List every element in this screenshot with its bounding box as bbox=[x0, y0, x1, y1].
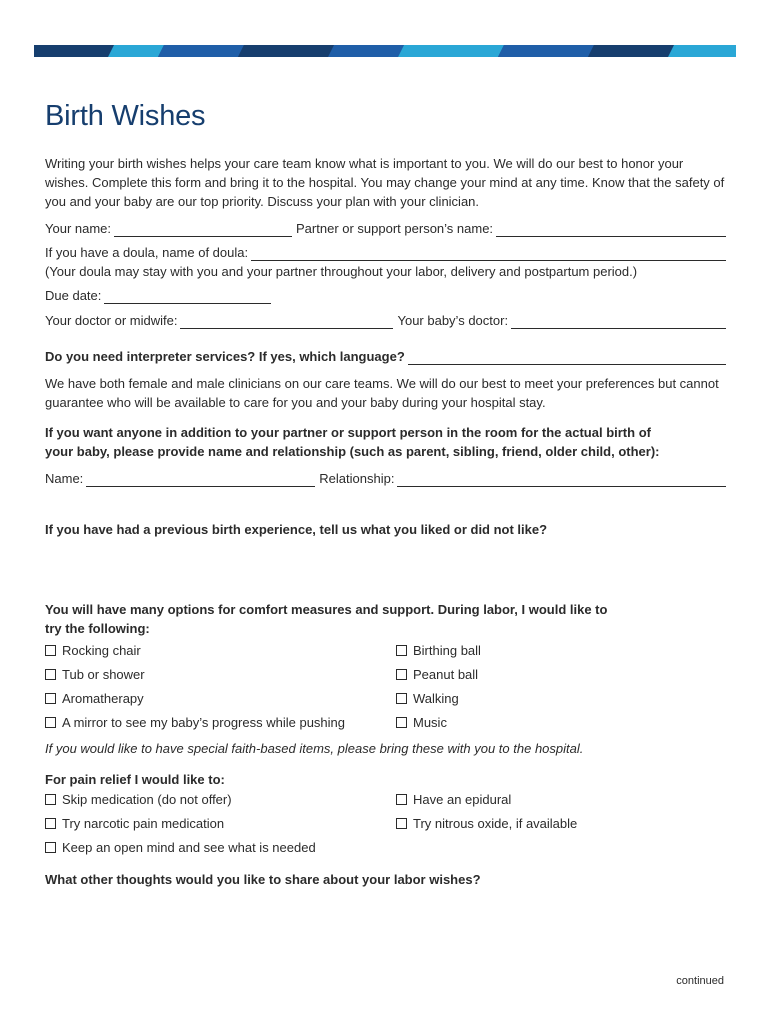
continued-label: continued bbox=[676, 975, 724, 987]
checkbox-icon[interactable] bbox=[396, 693, 407, 704]
option-tub-shower[interactable]: Tub or shower bbox=[45, 666, 396, 683]
checkbox-icon[interactable] bbox=[396, 818, 407, 829]
doula-row bbox=[45, 244, 726, 261]
your-name-label: Your name: bbox=[45, 221, 112, 236]
extra-people-question: If you want anyone in addition to your partner or support person in the room for the actual birth of your baby, please provide name and relationship (such as parent, sibling, friend, older child, other): bbox=[45, 425, 660, 459]
interpreter-field[interactable] bbox=[408, 351, 726, 365]
relationship-label: Relationship: bbox=[319, 471, 395, 486]
person-name-label: Name: bbox=[45, 471, 84, 486]
checkbox-icon[interactable] bbox=[396, 645, 407, 656]
checkbox-icon[interactable] bbox=[45, 717, 56, 728]
option-birthing-ball[interactable]: Birthing ball bbox=[396, 642, 726, 659]
interpreter-label: Do you need interpreter services? If yes, which language? bbox=[45, 349, 405, 364]
due-date-label: Due date: bbox=[45, 288, 102, 303]
checkbox-icon[interactable] bbox=[45, 669, 56, 680]
option-walking[interactable]: Walking bbox=[396, 690, 726, 707]
checkbox-icon[interactable] bbox=[396, 717, 407, 728]
option-rocking-chair[interactable]: Rocking chair bbox=[45, 642, 396, 659]
option-aromatherapy[interactable]: Aromatherapy bbox=[45, 690, 396, 707]
doctor-label: Your doctor or midwife: bbox=[45, 313, 178, 328]
clinicians-note: We have both female and male clinicians on our care teams. We will do our best to meet your preferences but cannot guarantee who will be available to care for you and your baby during your hospital stay. bbox=[45, 376, 719, 410]
comfort-options bbox=[45, 642, 726, 731]
doula-note: (Your doula may stay with you and your partner throughout your labor, delivery and postpartum period.) bbox=[45, 264, 638, 279]
due-date-row bbox=[45, 287, 726, 304]
interpreter-row bbox=[45, 348, 726, 365]
baby-doctor-label: Your baby’s doctor: bbox=[397, 313, 509, 328]
option-peanut-ball[interactable]: Peanut ball bbox=[396, 666, 726, 683]
other-thoughts-question: What other thoughts would you like to share about your labor wishes? bbox=[45, 872, 481, 887]
checkbox-icon[interactable] bbox=[45, 818, 56, 829]
baby-doctor-field[interactable] bbox=[511, 315, 726, 329]
checkbox-icon[interactable] bbox=[45, 842, 56, 853]
doctor-row bbox=[45, 312, 726, 329]
pain-question: For pain relief I would like to: bbox=[45, 772, 225, 787]
partner-name-label: Partner or support person’s name: bbox=[296, 221, 494, 236]
option-mirror[interactable]: A mirror to see my baby’s progress while pushing bbox=[45, 714, 396, 731]
comfort-question: You will have many options for comfort measures and support. During labor, I would like to try the following: bbox=[45, 602, 608, 636]
option-nitrous-oxide[interactable]: Try nitrous oxide, if available bbox=[396, 815, 726, 832]
name-row bbox=[45, 220, 726, 237]
due-date-field[interactable] bbox=[104, 290, 271, 304]
checkbox-icon[interactable] bbox=[396, 669, 407, 680]
option-narcotic[interactable]: Try narcotic pain medication bbox=[45, 815, 396, 832]
option-skip-medication[interactable]: Skip medication (do not offer) bbox=[45, 791, 396, 808]
your-name-field[interactable] bbox=[114, 223, 292, 237]
checkbox-icon[interactable] bbox=[45, 645, 56, 656]
intro-text: Writing your birth wishes helps your care team know what is important to you. We will do our best to honor your wishes. Complete this form and bring it to the hospital. You may change your mind at any time. Know that the safety of you and your baby are our top priority. Discuss your plan with your clinician. bbox=[45, 156, 725, 209]
partner-name-field[interactable] bbox=[496, 223, 726, 237]
doula-label: If you have a doula, name of doula: bbox=[45, 245, 249, 260]
checkbox-icon[interactable] bbox=[396, 794, 407, 805]
option-open-mind[interactable]: Keep an open mind and see what is needed bbox=[45, 839, 396, 856]
checkbox-icon[interactable] bbox=[45, 794, 56, 805]
relationship-row bbox=[45, 470, 726, 487]
relationship-field[interactable] bbox=[397, 473, 726, 487]
header-color-band bbox=[34, 45, 736, 57]
page-title: Birth Wishes bbox=[45, 100, 206, 132]
checkbox-icon[interactable] bbox=[45, 693, 56, 704]
previous-birth-question: If you have had a previous birth experience, tell us what you liked or did not like? bbox=[45, 522, 548, 537]
faith-note: If you would like to have special faith-based items, please bring these with you to the hospital. bbox=[45, 741, 584, 756]
doula-field[interactable] bbox=[251, 247, 726, 261]
pain-options bbox=[45, 791, 726, 856]
person-name-field[interactable] bbox=[86, 473, 315, 487]
form-page bbox=[45, 98, 726, 889]
doctor-field[interactable] bbox=[180, 315, 393, 329]
option-epidural[interactable]: Have an epidural bbox=[396, 791, 726, 808]
option-music[interactable]: Music bbox=[396, 714, 726, 731]
